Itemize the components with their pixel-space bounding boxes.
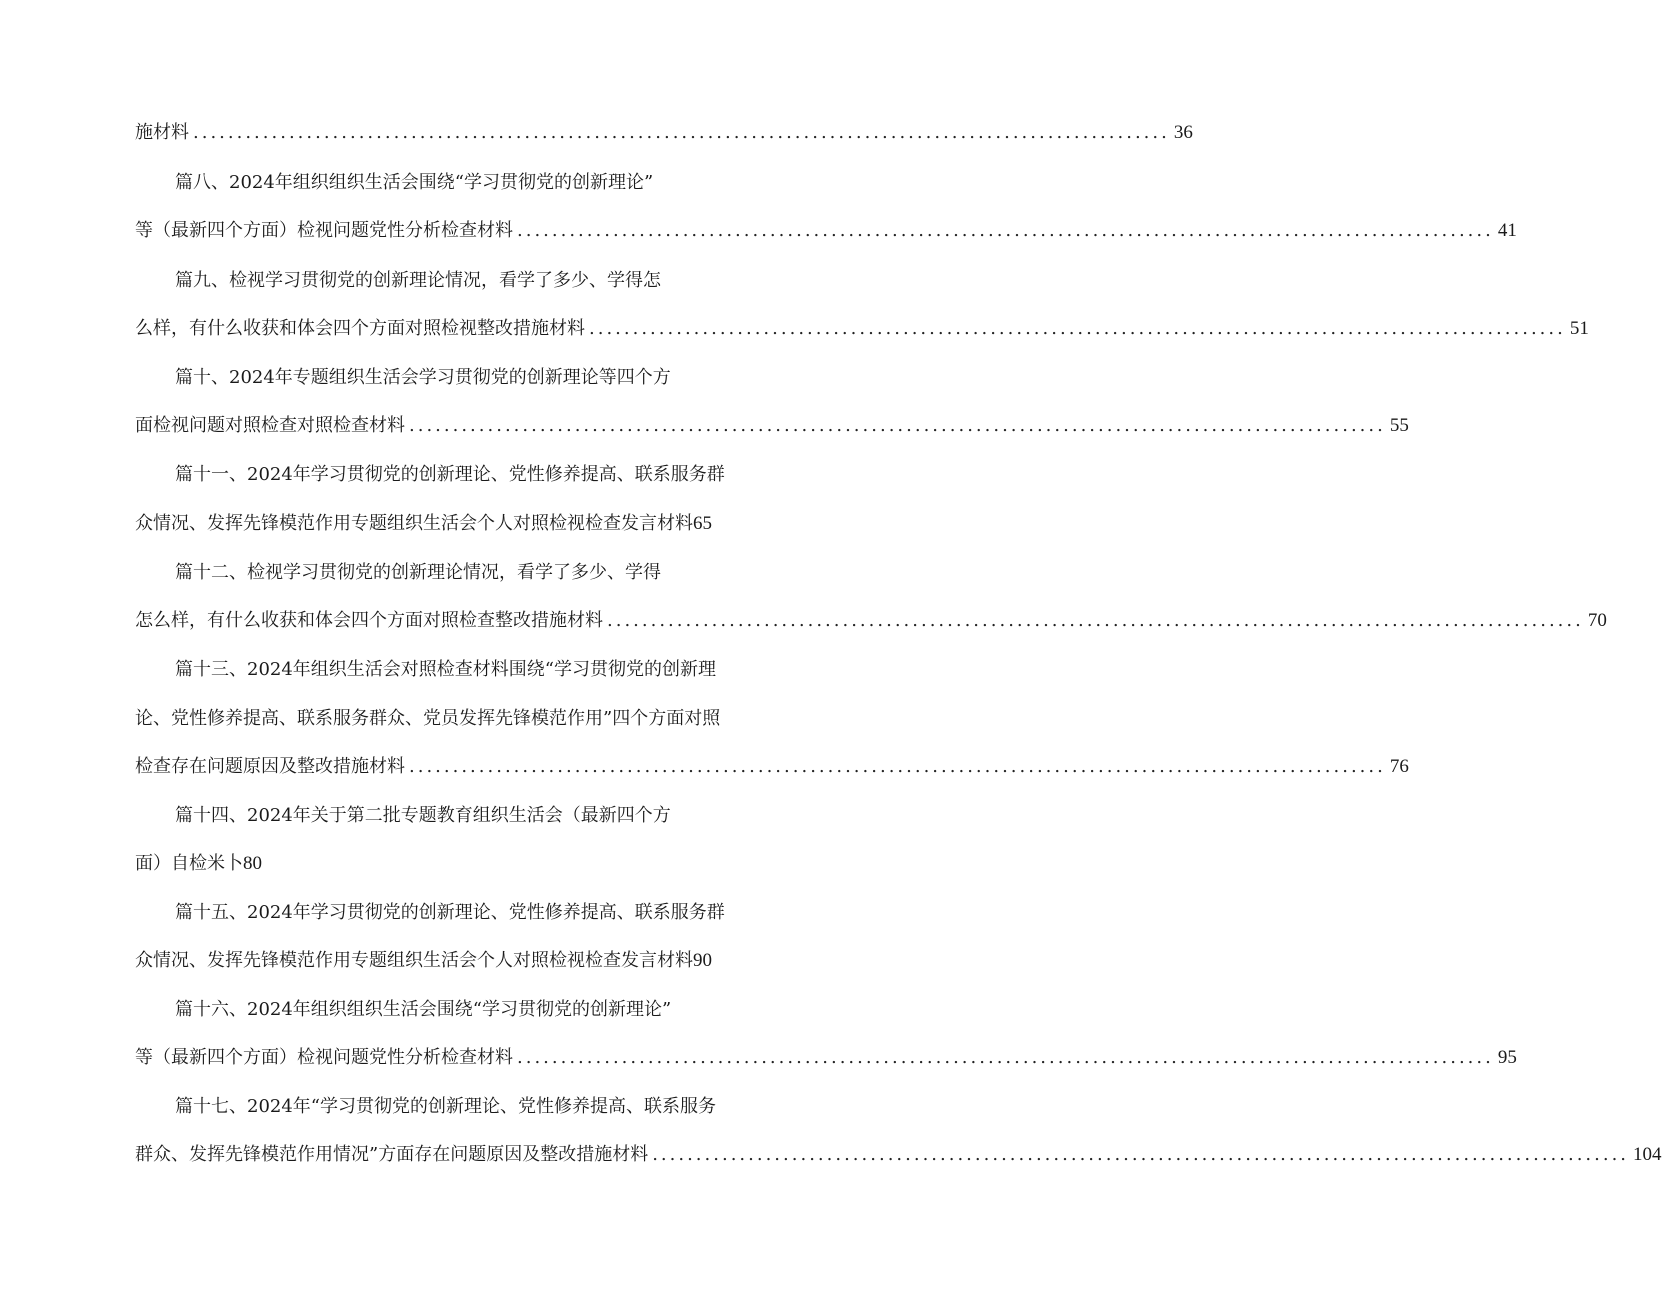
dot-leader: ................................................................................................................: [517, 220, 1494, 241]
dot-leader: ................................................................................................................: [517, 1047, 1494, 1068]
toc-entry-11-line-2: [135, 509, 765, 539]
toc-text: 众情况、发挥先锋模范作用专题组织生活会个人对照检视检查发言材料: [135, 950, 693, 971]
toc-entry-10-line-2: [135, 411, 1409, 441]
toc-entry-9-line-2: [135, 314, 1589, 344]
toc-continuation: [135, 118, 1193, 148]
toc-text: 么样，有什么收获和体会四个方面对照检视整改措施材料: [135, 318, 585, 339]
toc-text: 面）自检米卜: [135, 853, 243, 874]
toc-entry-10-line-1: 篇十、2024年专题组织生活会学习贯彻党的创新理论等四个方: [175, 367, 671, 388]
dot-leader: ................................................................................................................: [409, 756, 1386, 777]
toc-text: 检查存在问题原因及整改措施材料: [135, 756, 405, 777]
toc-page-number: 55: [1389, 415, 1409, 436]
toc-entry-13-line-2: 论、党性修养提高、联系服务群众、党员发挥先锋模范作用”四个方面对照: [135, 708, 721, 729]
dot-leader: ................................................................................................................: [589, 318, 1566, 339]
toc-text: 怎么样，有什么收获和体会四个方面对照检查整改措施材料: [135, 610, 603, 631]
dot-leader: ................................................................................................................: [652, 1144, 1630, 1165]
toc-entry-12-line-2: [135, 606, 1607, 636]
dot-leader: ................................................................................................................: [607, 610, 1584, 631]
toc-entry-9-line-1: 篇九、检视学习贯彻党的创新理论情况，看学了多少、学得怎: [175, 270, 661, 291]
toc-entry-14-line-1: 篇十四、2024年关于第二批专题教育组织生活会（最新四个方: [175, 805, 671, 826]
toc-page-number: 36: [1173, 122, 1193, 143]
toc-entry-8-line-2: [135, 216, 1517, 246]
toc-text: 面检视问题对照检查对照检查材料: [135, 415, 405, 436]
toc-entry-15-line-1: 篇十五、2024年学习贯彻党的创新理论、党性修养提高、联系服务群: [175, 902, 725, 923]
toc-page-number: 104: [1633, 1144, 1662, 1165]
toc-entry-11-line-1: 篇十一、2024年学习贯彻党的创新理论、党性修养提高、联系服务群: [175, 464, 725, 485]
toc-page-number: 65: [693, 513, 712, 534]
toc-entry-14-line-2: [135, 849, 765, 879]
toc-text: 等（最新四个方面）检视问题党性分析检查材料: [135, 220, 513, 241]
toc-entry-8-line-1: 篇八、2024年组织组织生活会围绕“学习贯彻党的创新理论”: [175, 172, 654, 193]
toc-page-number: 80: [243, 853, 262, 874]
toc-entry-16-line-2: [135, 1043, 1517, 1073]
toc-entry-17-line-1: 篇十七、2024年“学习贯彻党的创新理论、党性修养提高、联系服务: [175, 1096, 717, 1117]
toc-entry-16-line-1: 篇十六、2024年组织组织生活会围绕“学习贯彻党的创新理论”: [175, 999, 672, 1020]
toc-text: 等（最新四个方面）检视问题党性分析检查材料: [135, 1047, 513, 1068]
dot-leader: ................................................................................................................: [409, 415, 1386, 436]
toc-entry-13-line-1: 篇十三、2024年组织生活会对照检查材料围绕“学习贯彻党的创新理: [175, 659, 717, 680]
toc-page-number: 41: [1497, 220, 1517, 241]
toc-entry-15-line-2: [135, 946, 765, 976]
toc-entry-13-line-3: [135, 752, 1409, 782]
toc-page-number: 95: [1497, 1047, 1517, 1068]
toc-page-number: 70: [1587, 610, 1607, 631]
toc-text: 群众、发挥先锋模范作用情况”方面存在问题原因及整改措施材料: [135, 1144, 649, 1165]
toc-page-number: 76: [1389, 756, 1409, 777]
toc-entry-17-line-2: [135, 1140, 1662, 1170]
toc-page-number: 51: [1569, 318, 1589, 339]
toc-entry-12-line-1: 篇十二、检视学习贯彻党的创新理论情况，看学了多少、学得: [175, 562, 661, 583]
toc-page-number: 90: [693, 950, 712, 971]
toc-text: 众情况、发挥先锋模范作用专题组织生活会个人对照检视检查发言材料: [135, 513, 693, 534]
dot-leader: ................................................................................................................: [193, 122, 1170, 143]
toc-text: 施材料: [135, 122, 189, 143]
